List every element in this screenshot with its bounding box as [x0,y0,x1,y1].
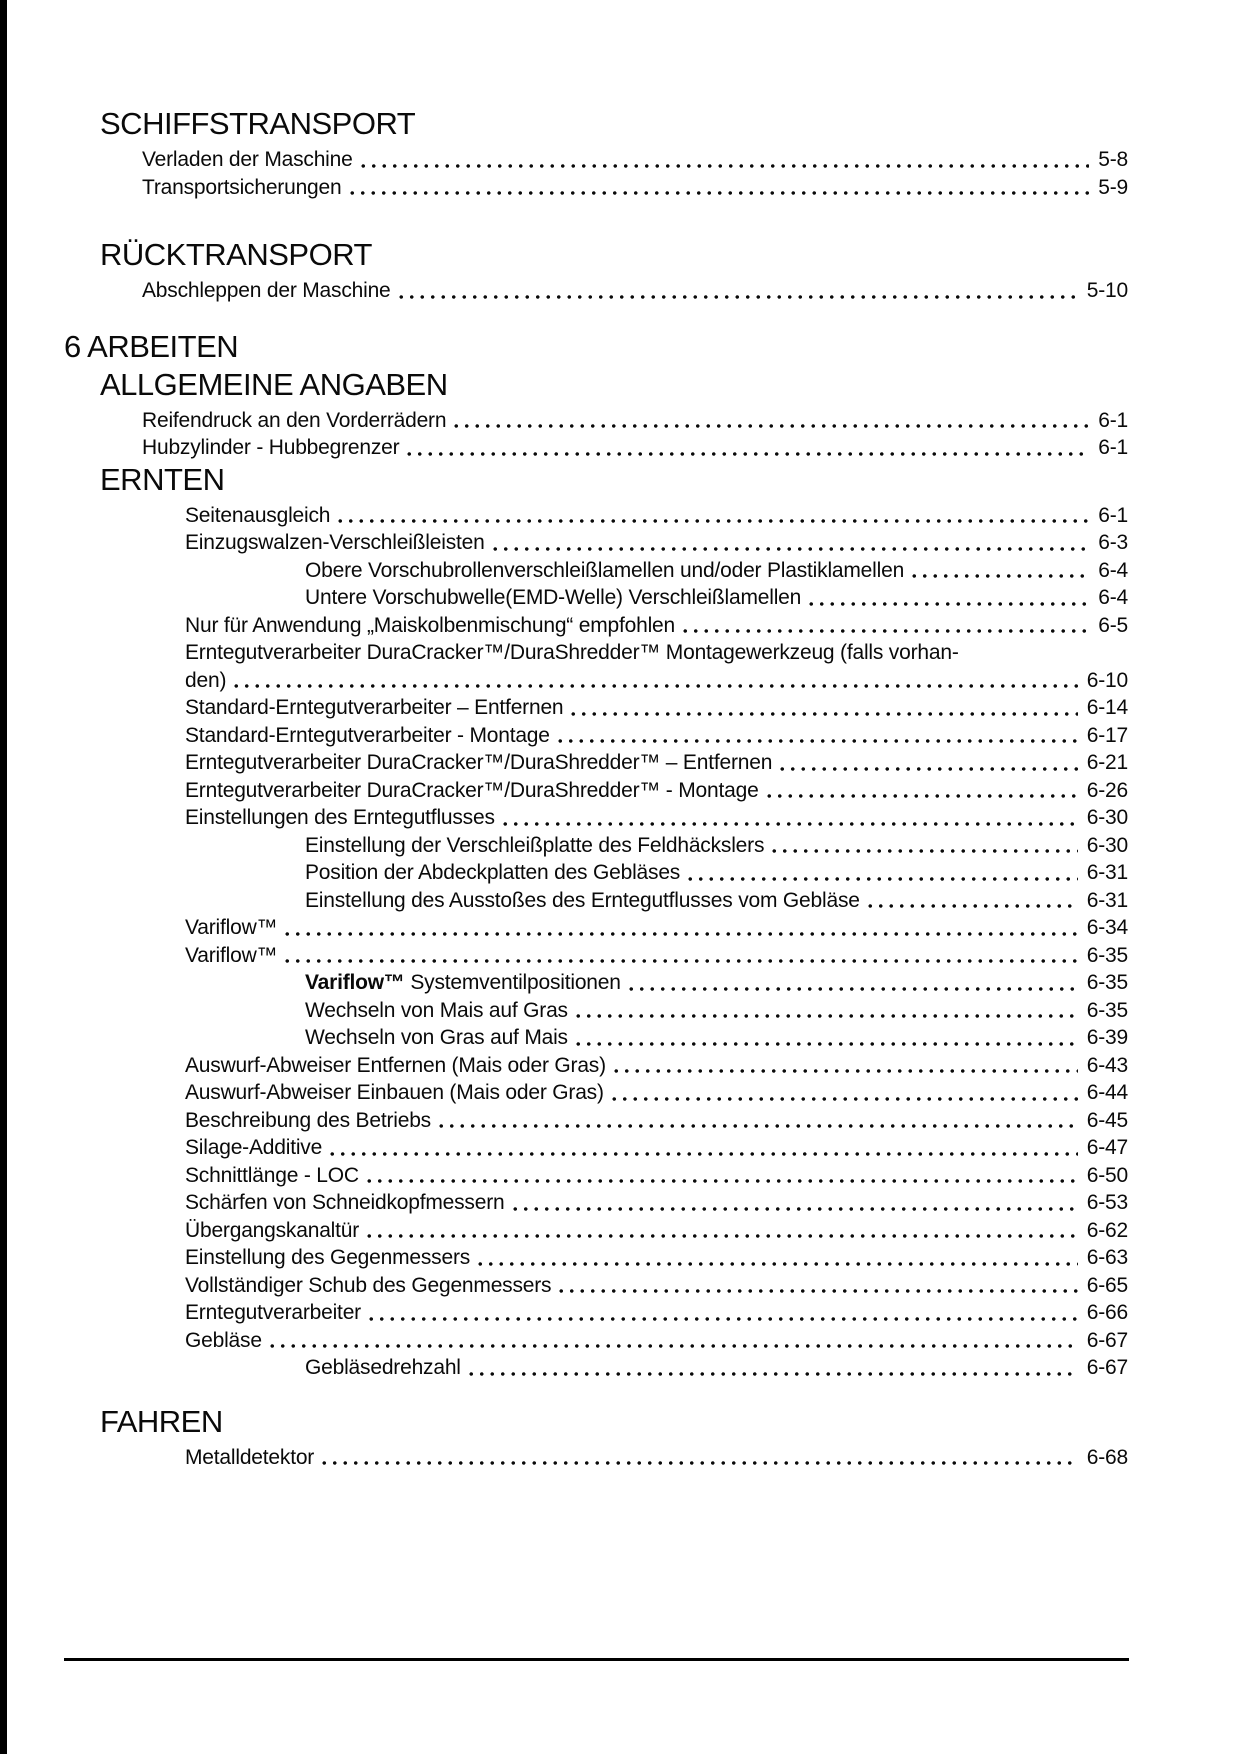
toc-section-block [0,106,1128,201]
toc-entry-label [185,1052,606,1080]
toc-entry-row [185,612,1128,640]
dotted-leader [678,612,1089,640]
toc-entry-page-number: 6-68 [1086,1445,1128,1469]
dotted-leader [356,146,1090,174]
section-heading: FAHREN [100,1403,223,1439]
dotted-leader [464,1354,1078,1382]
toc-entry-label-text: Transportsicherungen [142,175,342,199]
dotted-leader [280,942,1077,970]
toc-entry-row [185,667,1128,695]
toc-entry-page-number: 6-26 [1086,778,1128,802]
toc-entry-row [185,914,1128,942]
dotted-leader [609,1052,1078,1080]
dotted-leader [265,1327,1078,1355]
toc-entry-label-text: Erntegutverarbeiter DuraCracker™/DuraShredder™ – Entfernen [185,751,773,774]
toc-entry-row [185,804,1128,832]
dotted-leader [554,1272,1077,1300]
toc-chapter-block [0,329,1128,365]
footer-divider-rule [64,1658,1129,1661]
toc-entry-label [185,1079,604,1107]
toc-entry-page-number: 6-63 [1086,1246,1128,1269]
section-heading: ERNTEN [100,461,225,497]
dotted-leader [449,407,1089,435]
toc-entry-label [185,1327,262,1355]
toc-entry-row [185,1079,1128,1107]
dotted-leader [607,1079,1078,1107]
dotted-leader [683,859,1078,887]
toc-entry-label [185,667,226,695]
dotted-leader [624,969,1078,997]
toc-entry-page-number: 6-44 [1086,1081,1128,1104]
toc-entry-row [185,529,1128,557]
toc-entry-page-number: 6-14 [1086,696,1128,719]
toc-entry-label-text: Gebläse [185,1328,262,1352]
toc-entry-label [142,174,342,202]
toc-entry-label [185,777,759,805]
toc-entry-row [185,777,1128,805]
toc-entry-label [185,914,277,942]
toc-entry-row [185,694,1128,722]
dotted-leader [229,667,1078,695]
toc-entry-row [185,639,1128,667]
toc-entry-label [185,1217,359,1245]
toc-entry-row [185,1244,1128,1272]
toc-entry-page-number: 6-17 [1086,723,1128,747]
toc-entry-row [185,1299,1128,1327]
toc-entry-page-number: 6-30 [1086,806,1128,829]
toc-section-block [0,462,1128,1382]
toc-entry-row [305,1024,1128,1052]
toc-entry-page-number: 6-30 [1086,833,1128,857]
section-heading: SCHIFFSTRANSPORT [100,106,416,141]
toc-entry-page-number: 6-35 [1086,998,1128,1022]
toc-entry-page-number: 6-45 [1086,1108,1128,1132]
toc-entry-label [142,407,446,435]
toc-entry-row [185,942,1128,970]
toc-entry-label [185,529,485,557]
toc-entry-label-text: Untere Vorschubwelle(EMD-Welle) Verschleißlamellen [305,586,802,609]
toc-entry-row [185,722,1128,750]
toc-entry-page-number: 6-35 [1086,943,1128,967]
section-heading: ALLGEMEINE ANGABEN [100,366,448,402]
dotted-leader [566,694,1077,722]
toc-entry-row [142,407,1128,435]
toc-entry-label-text: Einzugswalzen-Verschleißleisten [185,531,485,554]
toc-entry-label [185,942,277,970]
toc-entry-row [185,1444,1128,1472]
toc-entry-label-text: Silage-Additive [185,1136,323,1159]
toc-entry-row [185,1272,1128,1300]
toc-entry-page-number: 6-21 [1086,751,1128,774]
toc-entry-row [185,1107,1128,1135]
toc-entry-label [185,639,959,667]
toc-entry-label [185,1299,361,1327]
dotted-leader [508,1189,1078,1217]
toc-entry-label [142,146,353,174]
toc-entry-label [185,1134,322,1162]
toc [0,106,1128,1471]
toc-entry-label [185,1244,470,1272]
toc-entry-page-number: 6-67 [1086,1328,1128,1352]
toc-entry-label-text: Seitenausgleich [185,503,331,527]
toc-entry-page-number: 6-31 [1086,888,1128,912]
toc-entry-label [305,997,568,1025]
toc-entry-label-text: Schärfen von Schneidkopfmessern [185,1191,505,1214]
toc-section-block [0,367,1128,462]
toc-entry-row [185,1134,1128,1162]
dotted-leader [317,1444,1078,1472]
toc-entry-label-text: Erntegutverarbeiter [185,1301,361,1324]
toc-entry-row [185,1162,1128,1190]
toc-entry-label [185,1107,431,1135]
toc-entry-row [305,969,1128,997]
toc-entry-label-bold: Variflow™ [305,971,405,994]
toc-entry-page-number: 6-47 [1086,1136,1128,1159]
toc-entry-label-text: Einstellung des Gegenmessers [185,1246,471,1269]
toc-entry-page-number: 6-4 [1098,586,1128,609]
toc-entry-row [185,1052,1128,1080]
dotted-leader [498,804,1078,832]
toc-entry-page-number: 6-50 [1086,1163,1128,1187]
toc-entry-page-number: 6-10 [1086,668,1128,692]
dotted-leader [767,832,1078,860]
toc-entry-label-text: Systemventilpositionen [404,971,621,994]
toc-entry-page-number: 6-1 [1098,408,1128,432]
toc-entry-page-number: 6-65 [1086,1273,1128,1297]
toc-entry-row [185,1189,1128,1217]
toc-entry-label-text: Obere Vorschubrollenverschleißlamellen und/oder Plastiklamellen [305,558,905,582]
toc-entry-row [185,1217,1128,1245]
toc-entry-label [305,1024,568,1052]
dotted-leader [402,434,1089,462]
toc-entry-label [185,502,330,530]
toc-entry-row [185,1327,1128,1355]
toc-entry-label-text: Reifendruck an den Vorderrädern [142,408,447,432]
toc-entry-label-text: Nur für Anwendung „Maiskolbenmischung“ empfohlen [185,613,676,637]
toc-entry-label [305,969,621,997]
toc-entry-row [305,1354,1128,1382]
toc-entry-row [142,277,1128,305]
toc-entry-page-number: 6-62 [1086,1218,1128,1242]
dotted-leader [907,557,1089,585]
toc-entry-row [305,584,1128,612]
toc-entry-label [305,557,904,585]
toc-entry-page-number: 6-4 [1098,558,1128,582]
toc-entry-label-text: Erntegutverarbeiter DuraCracker™/DuraShredder™ Montagewerkzeug (falls vorhan- [185,641,959,664]
dotted-leader [345,174,1090,202]
toc-entry-label [185,749,772,777]
toc-entry-page-number: 6-66 [1086,1301,1128,1324]
toc-entry-label-text: Wechseln von Gras auf Mais [305,1026,568,1049]
toc-entry-row [305,859,1128,887]
toc-entry-label-text: Beschreibung des Betriebs [185,1108,431,1132]
toc-entry-label-text: Einstellung des Ausstoßes des Erntegutflusses vom Gebläse [305,888,860,912]
dotted-leader [553,722,1078,750]
dotted-leader [394,277,1078,305]
toc-entry-label-text: Abschleppen der Maschine [142,279,391,302]
toc-entry-page-number: 6-35 [1086,971,1128,994]
toc-entry-row [142,146,1128,174]
dotted-leader [362,1162,1078,1190]
toc-section-block [0,237,1128,305]
dotted-leader [333,502,1089,530]
toc-entry-row [305,997,1128,1025]
toc-entry-label-text: Erntegutverarbeiter DuraCracker™/DuraShredder™ - Montage [185,778,759,802]
toc-entry-label [305,584,801,612]
toc-entry-label-text: Wechseln von Mais auf Gras [305,998,568,1022]
toc-entry-label [142,277,391,305]
toc-entry-row [142,434,1128,462]
toc-entry-label [142,434,399,462]
dotted-leader [473,1244,1078,1272]
toc-entry-label-text: Einstellungen des Erntegutflusses [185,806,495,829]
toc-entry-label [185,1444,314,1472]
toc-entry-label [185,694,563,722]
toc-entry-label [305,887,860,915]
dotted-leader [362,1217,1078,1245]
dotted-leader [775,749,1078,777]
toc-entry-label [305,832,764,860]
toc-entry-row [185,502,1128,530]
toc-entry-row [185,749,1128,777]
toc-entry-page-number: 6-1 [1098,503,1128,527]
toc-entry-page-number: 6-53 [1086,1191,1128,1214]
dotted-leader [571,997,1078,1025]
dotted-leader [325,1134,1078,1162]
toc-entry-label [305,859,680,887]
toc-entry-row [305,887,1128,915]
toc-entry-label [185,1162,359,1190]
toc-entry-label-text: Metalldetektor [185,1445,315,1469]
dotted-leader [571,1024,1078,1052]
dotted-leader [804,584,1089,612]
toc-entry-row [305,832,1128,860]
toc-entry-label-text: Variflow™ [185,943,278,967]
toc-entry-label-text: Einstellung der Verschleißplatte des Feldhäckslers [305,833,765,857]
toc-entry-page-number: 5-10 [1086,279,1128,302]
toc-entry-label-text: Standard-Erntegutverarbeiter – Entfernen [185,696,564,719]
toc-entry-page-number: 6-5 [1098,613,1128,637]
dotted-leader [280,914,1077,942]
toc-entry-row [305,557,1128,585]
toc-entry-page-number: 5-8 [1098,148,1128,171]
toc-entry-page-number: 6-34 [1086,916,1128,939]
toc-section-block [0,1404,1128,1472]
toc-entry-label-text: den) [185,668,227,692]
toc-entry-label [185,722,550,750]
dotted-leader [364,1299,1078,1327]
dotted-leader [434,1107,1078,1135]
toc-entry-label-text: Gebläsedrehzahl [305,1356,461,1379]
toc-entry-label-text: Hubzylinder - Hubbegrenzer [142,436,400,459]
toc-entry-page-number: 6-43 [1086,1053,1128,1077]
toc-entry-label-text: Standard-Erntegutverarbeiter - Montage [185,723,550,747]
toc-entry-page-number: 6-39 [1086,1026,1128,1049]
toc-entry-page-number: 6-31 [1086,861,1128,884]
toc-entry-label-text: Auswurf-Abweiser Einbauen (Mais oder Gras) [185,1081,604,1104]
toc-entry-label [185,804,495,832]
toc-entry-label [185,1189,505,1217]
dotted-leader [762,777,1078,805]
toc-entry-label-text: Position der Abdeckplatten des Gebläses [305,861,681,884]
toc-entry-label-text: Schnittlänge - LOC [185,1163,359,1187]
toc-entry-page-number: 5-9 [1098,175,1128,199]
toc-entry-row [142,174,1128,202]
section-heading: RÜCKTRANSPORT [100,237,372,272]
dotted-leader [488,529,1090,557]
toc-entry-label-text: Vollständiger Schub des Gegenmessers [185,1273,552,1297]
toc-entry-page-number: 6-67 [1086,1356,1128,1379]
toc-entry-label [185,1272,551,1300]
toc-entry-label-text: Auswurf-Abweiser Entfernen (Mais oder Gras) [185,1053,606,1077]
toc-entry-page-number: 6-1 [1098,436,1128,459]
toc-entry-label [305,1354,461,1382]
toc-entry-label-text: Verladen der Maschine [142,148,353,171]
toc-entry-label-text: Variflow™ [185,916,278,939]
toc-entry-label [185,612,675,640]
toc-entry-page-number: 6-3 [1098,531,1128,554]
dotted-leader [863,887,1078,915]
toc-entry-label-text: Übergangskanaltür [185,1218,360,1242]
chapter-heading: 6 ARBEITEN [64,328,239,364]
